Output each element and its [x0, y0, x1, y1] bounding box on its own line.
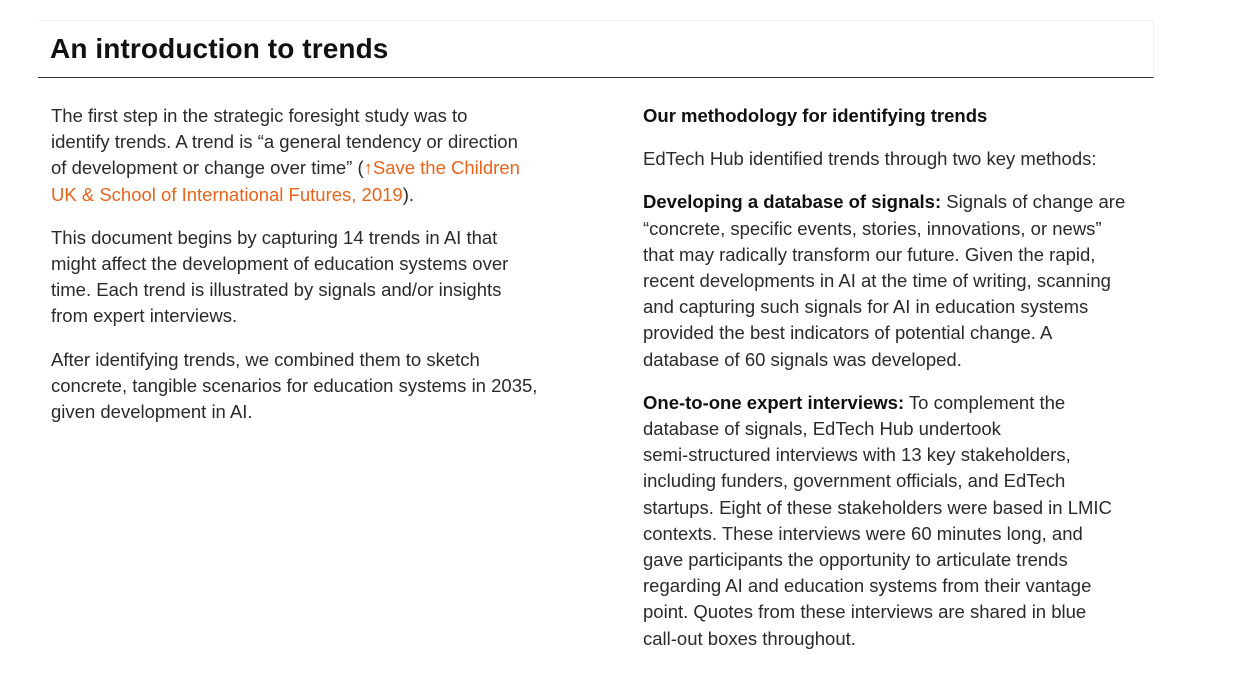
section-heading: Our methodology for identifying trends [643, 105, 988, 126]
left-column [51, 103, 619, 442]
text-line: After identifying trends, we combined them to sketch [51, 348, 480, 370]
method-label: Developing a database of signals: [643, 191, 942, 213]
text-line [643, 189, 1213, 215]
text-line: and capturing such signals for AI in education systems [643, 296, 1089, 318]
citation-link[interactable]: ↑Save the Children [363, 157, 520, 179]
trends-paragraph [51, 225, 619, 330]
right-column [643, 103, 1213, 669]
methodology-heading [643, 103, 1213, 129]
text-line: The first step in the strategic foresight study was to [51, 105, 468, 126]
text-line: concrete, tangible scenarios for education systems in 2035, [51, 374, 538, 396]
title-bar [38, 20, 1154, 78]
text-line: gave participants the opportunity to articulate trends [643, 549, 1068, 571]
text-line: provided the best indicators of potential change. A [643, 322, 1053, 344]
text-fragment: of development or change over time” ( [51, 157, 364, 179]
text-line: regarding AI and education systems from their vantage [643, 575, 1092, 597]
text-line: EdTech Hub identified trends through two key methods: [643, 148, 1097, 170]
text-line: might affect the development of education systems over [51, 253, 509, 275]
text-line: startups. Eight of these stakeholders were based in LMIC [643, 496, 1112, 518]
text-line: “concrete, specific events, stories, innovations, or news” [643, 217, 1102, 239]
text-line: database of 60 signals was developed. [643, 348, 962, 370]
text-fragment: ). [402, 183, 415, 205]
text-line [51, 182, 619, 208]
text-line: point. Quotes from these interviews are shared in blue [643, 601, 1087, 623]
text-line: call-out boxes throughout. [643, 627, 856, 649]
page-title: An introduction to trends [50, 33, 389, 64]
method-signals-paragraph [643, 189, 1213, 372]
method-interviews-paragraph [643, 390, 1213, 652]
citation-link-continued[interactable]: UK & School of International Futures, 2019 [51, 183, 403, 205]
text-line: database of signals, EdTech Hub undertook [643, 418, 1001, 440]
text-line: contexts. These interviews were 60 minutes long, and [643, 522, 1083, 544]
scenarios-paragraph [51, 347, 619, 426]
text-line [643, 390, 1213, 416]
intro-paragraph [51, 103, 619, 208]
text-fragment: To complement the [904, 391, 1066, 413]
text-line: time. Each trend is illustrated by signals and/or insights [51, 279, 502, 301]
text-line: semi-structured interviews with 13 key stakeholders, [643, 444, 1071, 466]
text-line: given development in AI. [51, 401, 253, 423]
text-line: identify trends. A trend is “a general tendency or direction [51, 131, 518, 153]
text-line [51, 155, 619, 181]
method-label: One-to-one expert interviews: [643, 391, 905, 413]
text-line: that may radically transform our future. Given the rapid, [643, 243, 1096, 265]
text-line: This document begins by capturing 14 trends in AI that [51, 226, 498, 248]
text-line: from expert interviews. [51, 305, 238, 327]
text-line: including funders, government officials, and EdTech [643, 470, 1066, 492]
text-line: recent developments in AI at the time of writing, scanning [643, 270, 1111, 292]
text-fragment: Signals of change are [941, 191, 1126, 213]
methodology-intro [643, 146, 1213, 172]
